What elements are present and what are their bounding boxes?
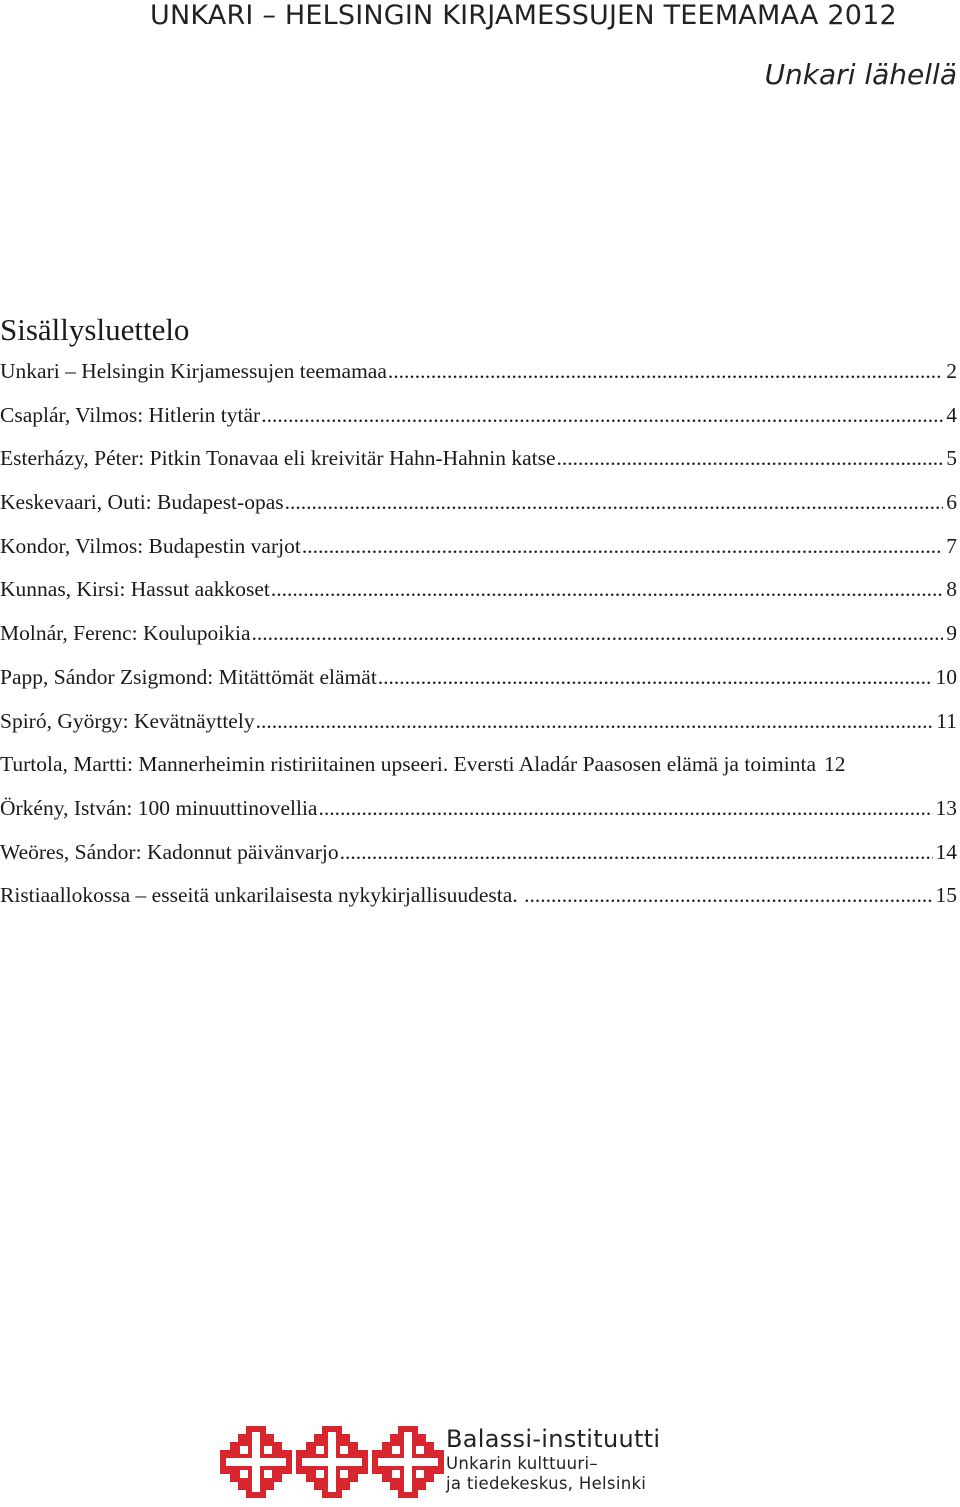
toc-entry-title: Esterházy, Péter: Pitkin Tonavaa eli kreivitär Hahn-Hahnin katse bbox=[0, 446, 556, 471]
toc-entry-page: 4 bbox=[946, 402, 957, 427]
logo-subtitle-line2: ja tiedekeskus, Helsinki bbox=[446, 1474, 647, 1493]
toc-leader bbox=[388, 350, 943, 394]
toc-entry-page: 2 bbox=[946, 359, 957, 383]
toc-entry-page: 12 bbox=[824, 752, 846, 777]
toc-entry-title: Örkény, István: 100 minuuttinovellia bbox=[0, 795, 318, 820]
table-of-contents bbox=[0, 350, 957, 918]
toc-entry[interactable] bbox=[0, 568, 957, 612]
folk-pattern-emblem-icon bbox=[372, 1426, 444, 1498]
toc-entry-title: Spiró, György: Kevätnäyttely bbox=[0, 708, 255, 733]
toc-entry-page: 15 bbox=[935, 883, 957, 908]
logo-text bbox=[446, 1424, 660, 1494]
toc-leader bbox=[524, 874, 932, 918]
toc-entry-page: 6 bbox=[946, 490, 957, 515]
toc-entry-page: 11 bbox=[936, 708, 957, 733]
toc-entry[interactable] bbox=[0, 787, 957, 831]
toc-entry-title: Unkari – Helsingin Kirjamessujen teemamaa bbox=[0, 359, 387, 383]
toc-entry[interactable] bbox=[0, 831, 957, 875]
toc-entry-title: Kondor, Vilmos: Budapestin varjot bbox=[0, 533, 301, 558]
toc-leader bbox=[302, 525, 943, 569]
toc-leader bbox=[261, 394, 943, 438]
toc-entry-page: 5 bbox=[946, 446, 957, 471]
toc-entry[interactable] bbox=[0, 612, 957, 656]
toc-leader bbox=[557, 437, 944, 481]
toc-entry-title: Weöres, Sándor: Kadonnut päivänvarjo bbox=[0, 839, 339, 864]
toc-entry[interactable] bbox=[0, 525, 957, 569]
toc-entry[interactable] bbox=[0, 874, 957, 918]
running-header: UNKARI – HELSINGIN KIRJAMESSUJEN TEEMAMAA 2012 bbox=[150, 0, 897, 31]
toc-entry[interactable] bbox=[0, 481, 957, 525]
balassi-institute-logo bbox=[220, 1424, 710, 1499]
logo-name: Balassi-instituutti bbox=[446, 1425, 661, 1453]
toc-leader bbox=[256, 700, 934, 744]
folk-pattern-emblem-icon bbox=[296, 1426, 368, 1498]
toc-entry[interactable] bbox=[0, 437, 957, 481]
toc-leader bbox=[271, 568, 943, 612]
folk-pattern-emblem-icon bbox=[220, 1426, 292, 1498]
toc-entry-page: 9 bbox=[946, 621, 957, 646]
toc-entry-title: Kunnas, Kirsi: Hassut aakkoset bbox=[0, 577, 270, 602]
toc-leader bbox=[285, 481, 944, 525]
running-subtitle: Unkari lähellä bbox=[764, 58, 957, 91]
toc-heading: Sisällysluettelo bbox=[0, 312, 190, 347]
toc-entry[interactable] bbox=[0, 656, 957, 700]
toc-leader bbox=[252, 612, 944, 656]
toc-entry[interactable] bbox=[0, 394, 957, 438]
toc-entry-title: Molnár, Ferenc: Koulupoikia bbox=[0, 621, 251, 646]
toc-leader bbox=[378, 656, 933, 700]
toc-entry-page: 7 bbox=[946, 533, 957, 558]
toc-entry-title: Papp, Sándor Zsigmond: Mitättömät elämät bbox=[0, 664, 377, 689]
toc-entry-page: 8 bbox=[946, 577, 957, 602]
toc-entry-page: 14 bbox=[935, 839, 957, 864]
toc-leader bbox=[318, 787, 932, 831]
toc-entry-title: Keskevaari, Outi: Budapest-opas bbox=[0, 490, 284, 515]
toc-entry-page: 10 bbox=[935, 664, 957, 689]
toc-entry-title: Csaplár, Vilmos: Hitlerin tytär bbox=[0, 402, 261, 427]
toc-entry-page: 13 bbox=[935, 795, 957, 820]
toc-entry-title: Ristiaallokossa – esseitä unkarilaisesta nykykirjallisuudesta. bbox=[0, 883, 524, 908]
toc-entry[interactable] bbox=[0, 743, 957, 787]
toc-entry-title: Turtola, Martti: Mannerheimin ristiriitainen upseeri. Eversti Aladár Paasosen elämä ja toiminta bbox=[0, 752, 817, 777]
toc-leader bbox=[340, 831, 933, 875]
toc-entry[interactable] bbox=[0, 700, 957, 744]
logo-subtitle-line1: Unkarin kulttuuri– bbox=[446, 1454, 598, 1473]
toc-entry[interactable] bbox=[0, 350, 957, 394]
